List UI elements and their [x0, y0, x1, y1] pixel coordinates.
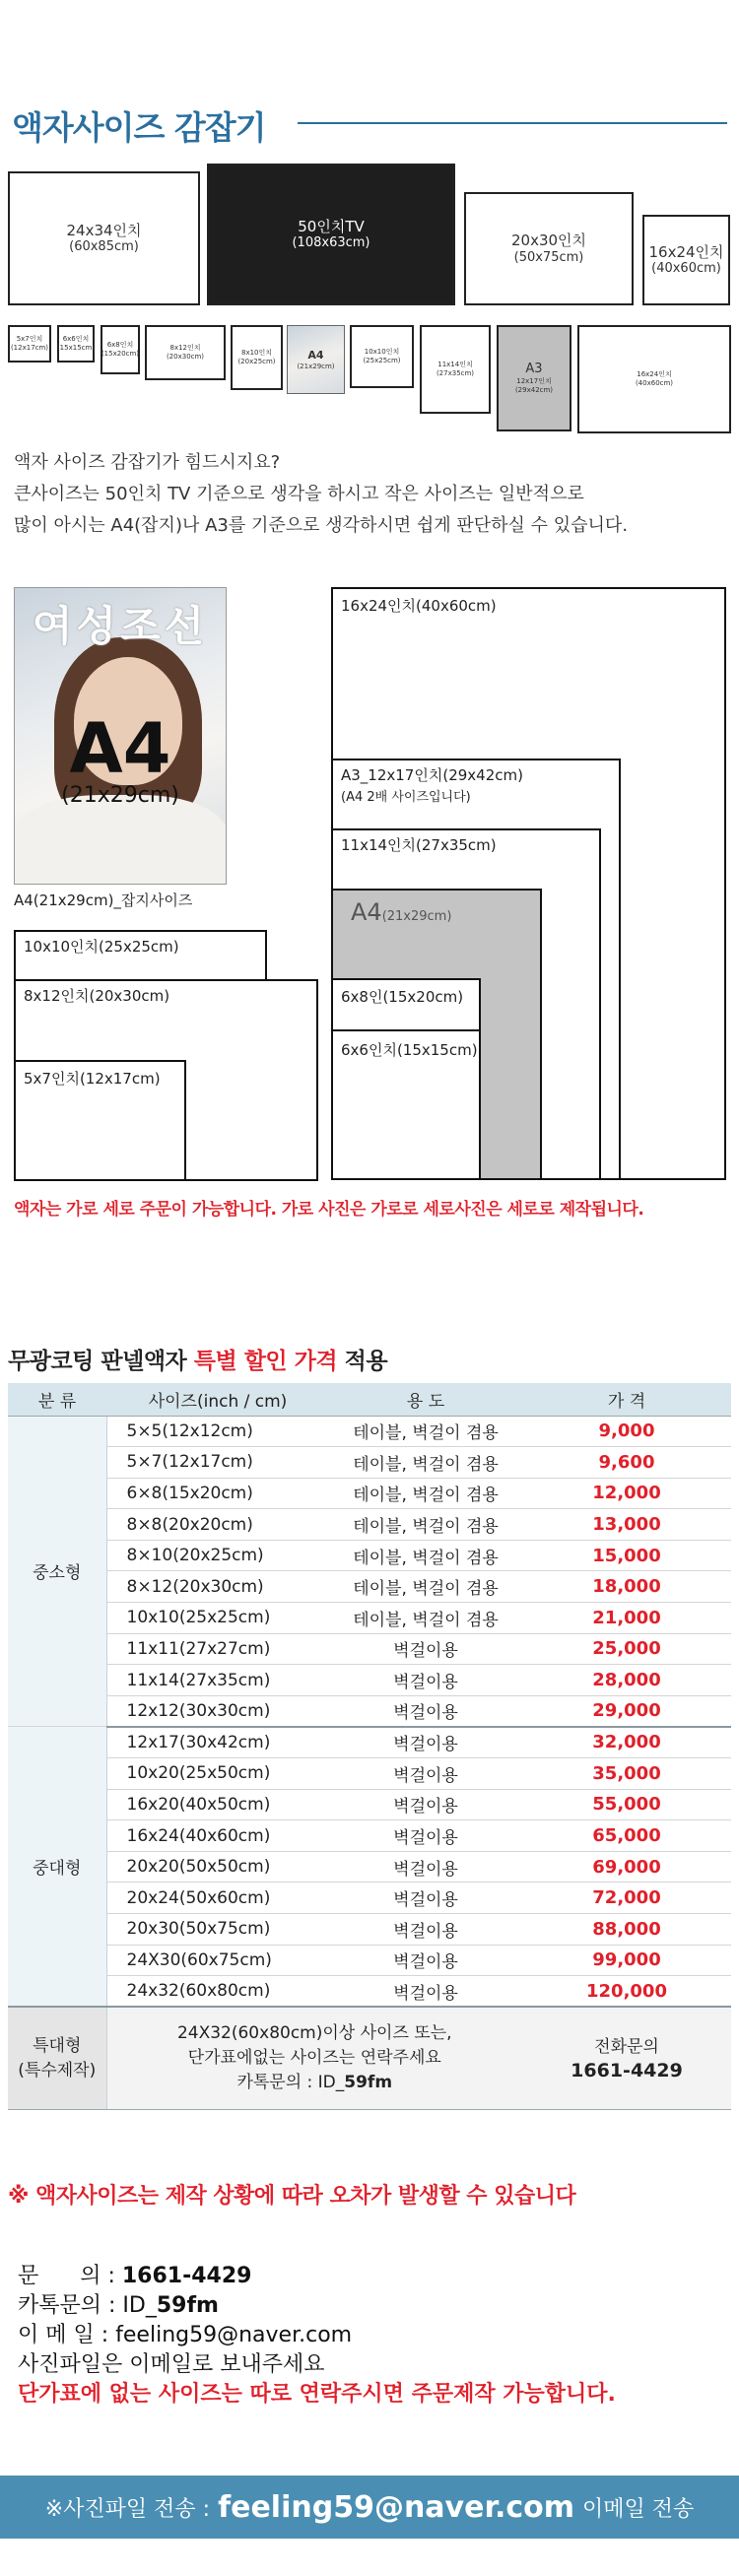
price-title-highlight: 특별 할인 가격	[193, 1349, 338, 1374]
frame-size-label: A4	[307, 348, 324, 362]
contact-email	[18, 2321, 616, 2350]
frame-cm-label: (20x30cm)	[166, 353, 205, 361]
frame-a3-label: A3_12x17인치(29x42cm)	[341, 766, 523, 784]
price-cell: 9,000	[522, 1416, 731, 1447]
frame-cm-label: (60x85cm)	[69, 239, 139, 255]
frame-a4-cm: (21x29cm)	[381, 909, 452, 924]
frame-cm-label: (40x60cm)	[651, 261, 721, 277]
magazine-caption: A4(21x29cm)_잡지사이즈	[14, 892, 193, 909]
size-cell: 12x17(30x42cm)	[106, 1727, 329, 1758]
usage-cell: 벽걸이용	[329, 1851, 522, 1882]
price-cell: 120,000	[522, 1976, 731, 2008]
usage-cell: 벽걸이용	[329, 1945, 522, 1976]
orientation-note: 액자는 가로 세로 주문이 가능합니다. 가로 사진은 가로로 세로사진은 세로로 제작됩니다.	[14, 1200, 644, 1220]
table-row	[8, 1447, 731, 1479]
header-size: 사이즈(inch / cm)	[106, 1383, 329, 1416]
special-size-row	[8, 2007, 731, 2109]
intro-text	[14, 447, 628, 542]
frame-10x10	[350, 325, 414, 388]
frame-cm-label: 12x17인치 (29x42cm)	[514, 377, 554, 395]
frame-size-label: 11x14인치	[437, 361, 473, 369]
usage-cell: 벽걸이용	[329, 1820, 522, 1852]
a4-magazine-thumb	[287, 325, 345, 394]
magazine-model-coat	[15, 795, 227, 885]
frame-6x6-label: 6x6인치(15x15cm)	[341, 1041, 478, 1059]
price-cell: 32,000	[522, 1727, 731, 1758]
frame-cm-label: (12x17cm)	[10, 344, 49, 352]
intro-line: 큰사이즈는 50인치 TV 기준으로 생각을 하시고 작은 사이즈는 일반적으로	[14, 484, 584, 504]
size-cell: 16x24(40x60cm)	[106, 1820, 329, 1852]
size-cell: 10x20(25x50cm)	[106, 1758, 329, 1790]
price-cell: 15,000	[522, 1540, 731, 1571]
kakao-id: 59fm	[344, 2073, 393, 2093]
frame-6x6	[57, 325, 95, 363]
header-price: 가 격	[522, 1383, 731, 1416]
contact-kakao-id: 59fm	[156, 2293, 219, 2318]
price-cell: 18,000	[522, 1571, 731, 1603]
contact-email-label: 이 메 일 :	[18, 2323, 116, 2347]
table-row	[8, 1820, 731, 1852]
usage-cell: 테이블, 벽걸이 겸용	[329, 1603, 522, 1634]
usage-cell: 벽걸이용	[329, 1695, 522, 1727]
price-title-prefix: 무광코팅 판넬액자	[8, 1349, 194, 1374]
contact-phone-number: 1661-4429	[121, 2264, 252, 2288]
usage-cell: 테이블, 벽걸이 겸용	[329, 1447, 522, 1479]
contact-phone	[18, 2262, 616, 2291]
frame-11x14	[420, 325, 491, 414]
frame-size-label: 24x34인치	[66, 221, 142, 239]
phone-label: 전화문의	[594, 2037, 659, 2058]
contact-phone-label: 문 의 :	[18, 2264, 122, 2288]
magazine-cm-label: (21x29cm)	[61, 783, 179, 808]
usage-cell: 테이블, 벽걸이 겸용	[329, 1540, 522, 1571]
size-cell: 24x32(60x80cm)	[106, 1976, 329, 2008]
phone-number: 1661-4429	[571, 2060, 683, 2082]
size-cell: 5×5(12x12cm)	[106, 1416, 329, 1447]
photo-upload-banner	[0, 2476, 739, 2539]
table-row	[8, 1727, 731, 1758]
frame-a3	[497, 325, 571, 431]
usage-cell: 벽걸이용	[329, 1633, 522, 1665]
usage-cell: 벽걸이용	[329, 1665, 522, 1696]
usage-cell: 벽걸이용	[329, 1758, 522, 1790]
intro-line: 많이 아시는 A4(잡지)나 A3를 기준으로 생각하시면 쉽게 판단하실 수 있습니다.	[14, 515, 629, 536]
title-divider	[298, 122, 727, 124]
size-cell: 11x11(27x27cm)	[106, 1633, 329, 1665]
price-cell: 55,000	[522, 1789, 731, 1820]
frame-8x12-label: 8x12인치(20x30cm)	[24, 987, 170, 1005]
frame-size-label: 10x10인치	[364, 348, 400, 357]
frame-cm-label: (25x25cm)	[363, 357, 401, 364]
frame-5x7-label: 5x7인치(12x17cm)	[24, 1070, 161, 1088]
table-row	[8, 1882, 731, 1914]
table-row	[8, 1976, 731, 2008]
price-cell: 25,000	[522, 1633, 731, 1665]
contact-kakao-label: 카톡문의 : ID_	[18, 2293, 157, 2318]
contact-email-address[interactable]: feeling59@naver.com	[115, 2323, 353, 2347]
price-cell: 12,000	[522, 1478, 731, 1509]
usage-cell: 벽걸이용	[329, 1882, 522, 1914]
contact-kakao	[18, 2291, 616, 2321]
price-table	[8, 1383, 731, 2110]
usage-cell: 테이블, 벽걸이 겸용	[329, 1478, 522, 1509]
table-row	[8, 1603, 731, 1634]
table-row	[8, 1914, 731, 1946]
size-cell: 8×12(20x30cm)	[106, 1571, 329, 1603]
size-cell: 8×8(20x20cm)	[106, 1509, 329, 1541]
frame-cm-label: (15x15cm)	[56, 344, 96, 352]
frame-11x14-label: 11x14인치(27x35cm)	[341, 836, 497, 854]
price-cell: 28,000	[522, 1665, 731, 1696]
price-cell: 9,600	[522, 1447, 731, 1479]
frame-cm-label: (27x35cm)	[436, 369, 475, 377]
frame-6x8-label: 6x8인(15x20cm)	[341, 988, 464, 1006]
frame-size-label: 8x10인치	[240, 349, 273, 358]
size-cell: 5×7(12x17cm)	[106, 1447, 329, 1479]
frame-a4-label	[351, 898, 451, 926]
category-medium-large: 중대형	[8, 1727, 106, 2007]
category-small-medium: 중소형	[8, 1416, 106, 1727]
special-kakao	[107, 2071, 523, 2095]
frame-size-label: 16x24인치	[637, 370, 672, 379]
usage-cell: 벽걸이용	[329, 1976, 522, 2008]
frame-size-label: 20x30인치	[510, 231, 587, 249]
usage-cell: 테이블, 벽걸이 겸용	[329, 1571, 522, 1603]
frame-size-label: 50인치TV	[298, 217, 365, 235]
frame-20x30	[464, 192, 634, 305]
price-cell: 65,000	[522, 1820, 731, 1852]
kakao-label: 카톡문의 : ID_	[236, 2073, 345, 2093]
special-desc-line: 24X32(60x80cm)이상 사이즈 또는,	[176, 2023, 452, 2044]
table-row	[8, 1789, 731, 1820]
special-desc-line: 단가표에없는 사이즈는 연락주세요	[187, 2048, 441, 2069]
table-row	[8, 1540, 731, 1571]
price-cell: 72,000	[522, 1882, 731, 1914]
frame-cm-label: (108x63cm)	[292, 235, 370, 251]
category-special	[8, 2007, 106, 2109]
size-cell: 8×10(20x25cm)	[106, 1540, 329, 1571]
price-table-header	[8, 1383, 731, 1416]
intro-line: 액자 사이즈 감잡기가 힘드시지요?	[14, 452, 281, 473]
custom-order-note: 단가표에 없는 사이즈는 따로 연락주시면 주문제작 가능합니다.	[18, 2382, 616, 2407]
special-phone	[522, 2007, 731, 2109]
usage-cell: 벽걸이용	[329, 1789, 522, 1820]
usage-cell: 테이블, 벽걸이 겸용	[329, 1416, 522, 1447]
size-tolerance-warning: ※ 액자사이즈는 제작 상황에 따라 오차가 발생할 수 있습니다	[8, 2184, 576, 2209]
frame-cm-label: (50x75cm)	[513, 249, 584, 265]
frame-10x10-label: 10x10인치(25x25cm)	[24, 938, 179, 956]
frame-cm-label: (15x20cm)	[101, 350, 140, 358]
size-guide-title: 액자사이즈 감잡기	[12, 108, 266, 147]
special-name: 특대형	[33, 2035, 82, 2056]
price-cell: 29,000	[522, 1695, 731, 1727]
frame-8x10	[231, 325, 283, 390]
frame-a4-size: A4	[351, 898, 382, 926]
usage-cell: 벽걸이용	[329, 1914, 522, 1946]
frame-cm-label: (20x25cm)	[237, 358, 276, 365]
banner-suffix: 이메일 전송	[582, 2496, 695, 2522]
a4-magazine-image	[14, 587, 227, 885]
table-row	[8, 1416, 731, 1447]
frame-16x24	[642, 215, 730, 305]
usage-cell: 테이블, 벽걸이 겸용	[329, 1509, 522, 1541]
header-category: 분 류	[8, 1383, 106, 1416]
price-cell: 88,000	[522, 1914, 731, 1946]
size-cell: 12x12(30x30cm)	[106, 1695, 329, 1727]
banner-prefix: ※사진파일 전송 :	[44, 2496, 211, 2522]
header-usage: 용 도	[329, 1383, 522, 1416]
size-cell: 20x20(50x50cm)	[106, 1851, 329, 1882]
table-row	[8, 1945, 731, 1976]
frame-size-label: 5x7인치	[16, 335, 43, 344]
size-cell: 11x14(27x35cm)	[106, 1665, 329, 1696]
table-row	[8, 1758, 731, 1790]
usage-cell: 벽걸이용	[329, 1727, 522, 1758]
price-title-suffix: 적용	[337, 1349, 388, 1374]
frame-24x34	[8, 171, 200, 305]
table-row	[8, 1509, 731, 1541]
photo-email-note: 사진파일은 이메일로 보내주세요	[18, 2352, 325, 2377]
frame-size-label: 8x12인치	[169, 344, 201, 353]
frame-8x12	[145, 325, 226, 380]
frame-size-label: 6x8인치	[106, 341, 134, 350]
special-name-note: (특수제작)	[18, 2060, 97, 2081]
frame-a3-note: (A4 2배 사이즈입니다)	[341, 790, 471, 805]
contact-info	[18, 2262, 616, 2410]
table-row	[8, 1851, 731, 1882]
table-row	[8, 1571, 731, 1603]
size-cell: 20x24(50x60cm)	[106, 1882, 329, 1914]
size-cell: 24X30(60x75cm)	[106, 1945, 329, 1976]
frame-size-label: 16x24인치	[648, 242, 724, 261]
frame-6x8	[101, 325, 140, 374]
price-cell: 21,000	[522, 1603, 731, 1634]
frame-16x24-label: 16x24인치(40x60cm)	[341, 597, 497, 615]
size-cell: 16x20(40x50cm)	[106, 1789, 329, 1820]
price-cell: 35,000	[522, 1758, 731, 1790]
table-row	[8, 1633, 731, 1665]
table-row	[8, 1695, 731, 1727]
table-row	[8, 1665, 731, 1696]
special-description	[106, 2007, 522, 2109]
frame-size-label: A3	[525, 362, 543, 377]
magazine-size-label: A4	[69, 708, 171, 789]
size-cell: 10x10(25x25cm)	[106, 1603, 329, 1634]
size-cell: 20x30(50x75cm)	[106, 1914, 329, 1946]
frame-cm-label: (21x29cm)	[297, 362, 335, 370]
banner-email[interactable]: feeling59@naver.com	[218, 2489, 575, 2525]
price-cell: 99,000	[522, 1945, 731, 1976]
price-cell: 69,000	[522, 1851, 731, 1882]
size-cell: 6×8(15x20cm)	[106, 1478, 329, 1509]
tv-50inch	[207, 164, 455, 305]
magazine-title: 여성조선	[32, 602, 209, 650]
frame-5x7	[8, 325, 51, 363]
table-row	[8, 1478, 731, 1509]
frame-16x24-small	[577, 325, 731, 433]
price-table-title	[8, 1343, 387, 1375]
frame-cm-label: (40x60cm)	[635, 379, 674, 387]
price-cell: 13,000	[522, 1509, 731, 1541]
frame-size-label: 6x6인치	[62, 335, 90, 344]
